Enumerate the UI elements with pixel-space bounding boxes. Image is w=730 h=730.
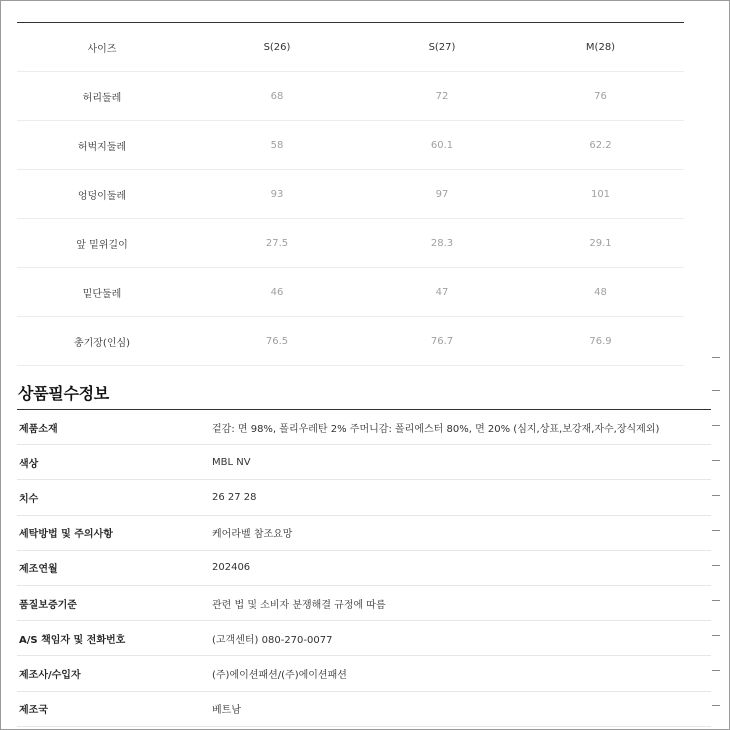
measure-value: 29.1 <box>589 237 612 249</box>
measure-value: 101 <box>590 188 611 200</box>
scroll-mark <box>712 530 720 531</box>
measure-label: 밑단둘레 <box>82 288 122 300</box>
info-row-as-contact <box>17 621 711 656</box>
measure-value: 48 <box>594 286 607 298</box>
info-label: 품질보증기준 <box>19 599 77 611</box>
measure-value: 72 <box>435 90 449 102</box>
scroll-mark <box>712 390 720 391</box>
table-row <box>17 317 684 366</box>
info-row-care <box>17 516 711 551</box>
info-label: 제조사/수입자 <box>19 669 81 681</box>
scroll-mark <box>712 670 720 671</box>
info-label: 세탁방법 및 주의사항 <box>19 529 113 541</box>
measure-label: 엉덩이둘레 <box>77 190 127 202</box>
scroll-mark <box>712 460 720 461</box>
info-value: 겉감: 면 98%, 폴리우레탄 2% 주머니감: 폴리에스터 80%, 면 20% (심지,상표,보강재,자수,장식제외) <box>212 423 660 435</box>
scroll-mark <box>712 357 720 358</box>
info-label: 치수 <box>19 493 39 505</box>
info-label: 색상 <box>19 458 39 470</box>
info-label: 제조연월 <box>19 564 58 576</box>
info-row-color <box>17 445 711 480</box>
measure-label: 허리둘레 <box>82 92 122 104</box>
measure-value: 68 <box>270 90 284 102</box>
size-header-m28: M(28) <box>585 41 616 53</box>
table-row <box>17 72 684 121</box>
scroll-mark <box>712 565 720 566</box>
info-value: 26 27 28 <box>212 491 257 503</box>
info-row-manufacturer <box>17 656 711 691</box>
table-row <box>17 170 684 219</box>
measure-label: 총기장(인심) <box>73 337 131 349</box>
scroll-mark <box>712 635 720 636</box>
info-value: 케어라벨 참조요망 <box>212 529 293 541</box>
info-row-country <box>17 692 711 727</box>
scroll-marks <box>712 350 722 730</box>
measure-value: 60.1 <box>430 139 454 151</box>
scroll-mark <box>712 495 720 496</box>
info-row-size <box>17 480 711 515</box>
info-label: A/S 책임자 및 전화번호 <box>19 634 126 646</box>
measure-value: 76 <box>594 90 607 102</box>
size-header-s26: S(26) <box>263 41 291 53</box>
measure-value: 76.7 <box>430 335 454 347</box>
scroll-mark <box>712 600 720 601</box>
info-value: 202406 <box>212 562 251 574</box>
measure-label: 허벅지둘레 <box>77 141 127 153</box>
table-row <box>17 121 684 170</box>
measure-value: 47 <box>435 286 449 298</box>
size-table-header <box>17 23 684 72</box>
measure-label: 앞 밑위길이 <box>76 239 128 251</box>
scroll-mark <box>712 425 720 426</box>
info-value: 관련 법 및 소비자 분쟁해결 규정에 따름 <box>212 599 386 611</box>
measure-value: 93 <box>270 188 284 200</box>
info-row-manufacture-date <box>17 551 711 586</box>
measure-value: 62.2 <box>589 139 612 151</box>
table-row <box>17 219 684 268</box>
scroll-mark <box>712 705 720 706</box>
measure-value: 27.5 <box>265 237 289 249</box>
info-label: 제품소재 <box>19 423 58 435</box>
measure-value: 58 <box>270 139 284 151</box>
table-row <box>17 268 684 317</box>
info-value: (주)에이션패션/(주)에이션패션 <box>212 669 347 681</box>
measure-value: 97 <box>435 188 449 200</box>
measure-value: 28.3 <box>430 237 454 249</box>
info-value: 베트남 <box>212 705 241 717</box>
info-row-material <box>17 410 711 445</box>
size-header-s27: S(27) <box>428 41 456 53</box>
measure-value: 46 <box>270 286 284 298</box>
measure-value: 76.9 <box>589 335 612 347</box>
info-row-warranty <box>17 586 711 621</box>
info-value: MBL NV <box>212 456 251 468</box>
product-info-title: 상품필수정보 <box>18 384 109 403</box>
measure-value: 76.5 <box>265 335 289 347</box>
info-value: (고객센터) 080-270-0077 <box>212 634 333 646</box>
product-info-table <box>17 409 711 727</box>
size-header-label: 사이즈 <box>87 43 117 55</box>
info-label: 제조국 <box>19 705 48 717</box>
size-table <box>17 22 684 366</box>
